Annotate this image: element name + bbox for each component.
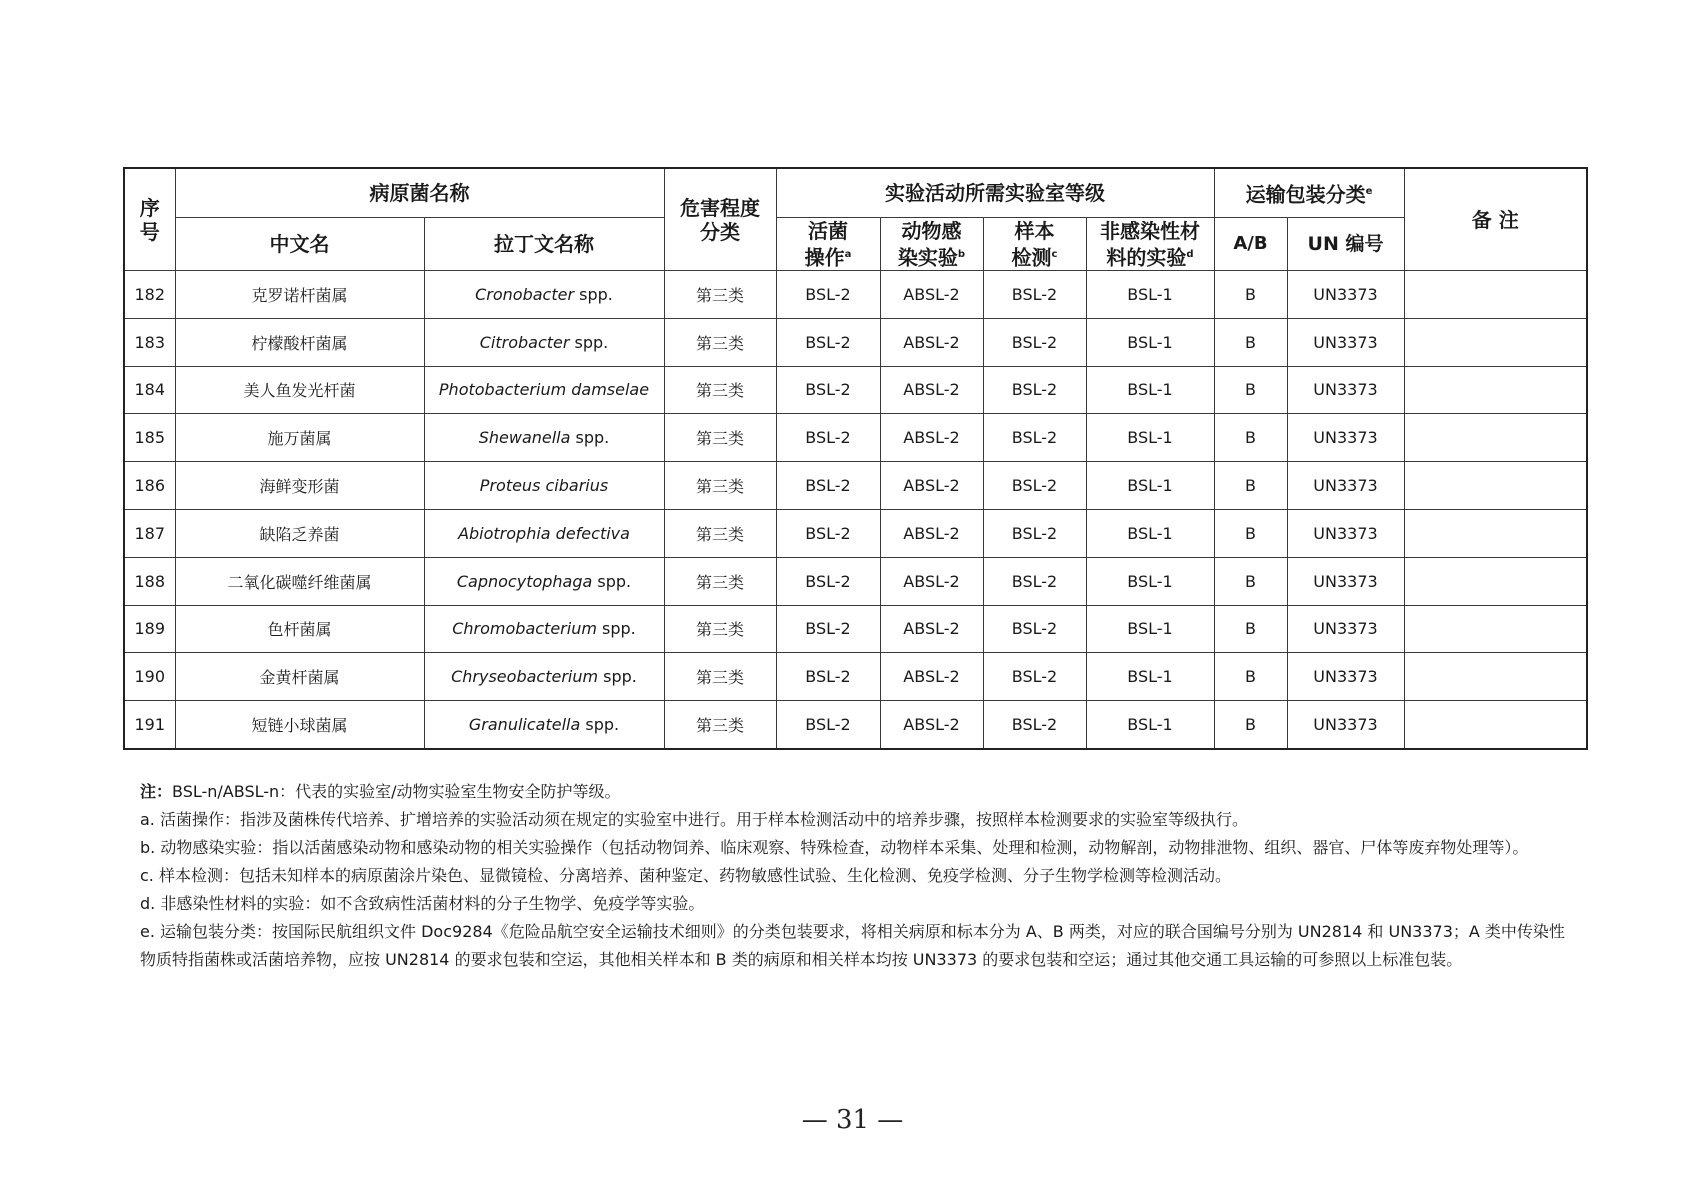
remark-cell [1404, 366, 1587, 414]
animal-cell: ABSL-2 [880, 653, 983, 701]
hazard-cell: 第三类 [664, 701, 776, 749]
latin-name-cell: Abiotrophia defectiva [424, 509, 664, 557]
hazard-cell: 第三类 [664, 271, 776, 319]
chinese-name-cell: 缺陷乏养菌 [175, 509, 424, 557]
latin-name-cell: Proteus cibarius [424, 462, 664, 510]
page-number: — 31 — [801, 1105, 904, 1135]
seq-cell: 182 [124, 271, 175, 319]
header-chinese-name: 中文名 [175, 218, 424, 271]
seq-cell: 183 [124, 318, 175, 366]
note-lead [140, 778, 1570, 806]
header-pathogen-name: 病原菌名称 [175, 168, 664, 218]
noninfect-cell: BSL-1 [1086, 271, 1214, 319]
chinese-name-cell: 美人鱼发光杆菌 [175, 366, 424, 414]
noninfect-cell: BSL-1 [1086, 414, 1214, 462]
seq-cell: 186 [124, 462, 175, 510]
chinese-name-cell: 色杆菌属 [175, 605, 424, 653]
ab-cell: B [1214, 366, 1287, 414]
sample-cell: BSL-2 [983, 653, 1086, 701]
latin-name-cell: Cronobacter spp. [424, 271, 664, 319]
noninfect-cell: BSL-1 [1086, 653, 1214, 701]
table-row [124, 414, 1587, 462]
hazard-cell: 第三类 [664, 509, 776, 557]
remark-cell [1404, 271, 1587, 319]
header-noninfect: 非感染性材料的实验$^d$ [1086, 218, 1214, 271]
animal-cell: ABSL-2 [880, 701, 983, 749]
live-cell: BSL-2 [776, 366, 880, 414]
hazard-cell: 第三类 [664, 653, 776, 701]
chinese-name-cell: 柠檬酸杆菌属 [175, 318, 424, 366]
noninfect-cell: BSL-1 [1086, 462, 1214, 510]
un-cell: UN3373 [1287, 414, 1404, 462]
header-ab: A/B [1214, 218, 1287, 271]
live-cell: BSL-2 [776, 605, 880, 653]
live-cell: BSL-2 [776, 462, 880, 510]
chinese-name-cell: 海鲜变形菌 [175, 462, 424, 510]
note-c: c. 样本检测：包括未知样本的病原菌涂片染色、显微镜检、分离培养、菌种鉴定、药物敏感性试验、生化检测、免疫学检测、分子生物学检测等检测活动。 [140, 866, 1231, 885]
seq-cell: 189 [124, 605, 175, 653]
live-cell: BSL-2 [776, 509, 880, 557]
table-row [124, 462, 1587, 510]
ab-cell: B [1214, 414, 1287, 462]
note-a: a. 活菌操作：指涉及菌株传代培养、扩增培养的实验活动须在规定的实验室中进行。用于样本检测活动中的培养步骤，按照样本检测要求的实验室等级执行。 [140, 810, 1248, 829]
note-e: e. 运输包装分类：按国际民航组织文件 Doc9284《危险品航空安全运输技术细则》的分类包装要求，将相关病原和标本分为 A、B 两类，对应的联合国编号分别为 UN2814 和 UN3373；A 类中传染性物质特指菌株或活菌培养物，应按 UN2814 的要求包装和空运，其他相关样本和 B 类的病原和相关样本均按 UN3373 的要求包装和空运；通过其他交通工具运输的可参照以上标准包装。 [140, 922, 1565, 969]
header-hazard: 危害程度分类 [664, 168, 776, 271]
hazard-cell: 第三类 [664, 414, 776, 462]
header-remarks: 备 注 [1404, 168, 1587, 271]
ab-cell: B [1214, 605, 1287, 653]
un-cell: UN3373 [1287, 653, 1404, 701]
note-d: d. 非感染性材料的实验：如不含致病性活菌材料的分子生物学、免疫学等实验。 [140, 894, 705, 913]
ab-cell: B [1214, 318, 1287, 366]
hazard-cell: 第三类 [664, 605, 776, 653]
latin-name-cell: Granulicatella spp. [424, 701, 664, 749]
ab-cell: B [1214, 271, 1287, 319]
table-row [124, 509, 1587, 557]
latin-name-cell: Capnocytophaga spp. [424, 557, 664, 605]
remark-cell [1404, 318, 1587, 366]
remark-cell [1404, 653, 1587, 701]
seq-cell: 187 [124, 509, 175, 557]
noninfect-cell: BSL-1 [1086, 509, 1214, 557]
latin-name-cell: Chryseobacterium spp. [424, 653, 664, 701]
footnotes [140, 778, 1570, 974]
header-sample: 样本检测$^c$ [983, 218, 1086, 271]
table-row [124, 605, 1587, 653]
sample-cell: BSL-2 [983, 557, 1086, 605]
remark-cell [1404, 414, 1587, 462]
un-cell: UN3373 [1287, 462, 1404, 510]
latin-name-cell: Citrobacter spp. [424, 318, 664, 366]
hazard-cell: 第三类 [664, 366, 776, 414]
chinese-name-cell: 施万菌属 [175, 414, 424, 462]
ab-cell: B [1214, 557, 1287, 605]
table-row [124, 366, 1587, 414]
latin-name-cell: Photobacterium damselae [424, 366, 664, 414]
latin-name-cell: Shewanella spp. [424, 414, 664, 462]
live-cell: BSL-2 [776, 414, 880, 462]
sample-cell: BSL-2 [983, 318, 1086, 366]
seq-cell: 190 [124, 653, 175, 701]
live-cell: BSL-2 [776, 653, 880, 701]
ab-cell: B [1214, 509, 1287, 557]
sample-cell: BSL-2 [983, 414, 1086, 462]
un-cell: UN3373 [1287, 318, 1404, 366]
remark-cell [1404, 462, 1587, 510]
seq-cell: 185 [124, 414, 175, 462]
sample-cell: BSL-2 [983, 271, 1086, 319]
table-row [124, 701, 1587, 749]
header-live: 活菌操作$^a$ [776, 218, 880, 271]
ab-cell: B [1214, 701, 1287, 749]
un-cell: UN3373 [1287, 605, 1404, 653]
chinese-name-cell: 二氧化碳噬纤维菌属 [175, 557, 424, 605]
noninfect-cell: BSL-1 [1086, 701, 1214, 749]
header-transport: 运输包装分类$^e$ [1214, 168, 1404, 218]
sample-cell: BSL-2 [983, 462, 1086, 510]
seq-cell: 188 [124, 557, 175, 605]
header-lab-level: 实验活动所需实验室等级 [776, 168, 1214, 218]
remark-cell [1404, 509, 1587, 557]
live-cell: BSL-2 [776, 271, 880, 319]
header-animal: 动物感染实验$^b$ [880, 218, 983, 271]
chinese-name-cell: 克罗诺杆菌属 [175, 271, 424, 319]
remark-cell [1404, 557, 1587, 605]
sample-cell: BSL-2 [983, 509, 1086, 557]
noninfect-cell: BSL-1 [1086, 605, 1214, 653]
sample-cell: BSL-2 [983, 605, 1086, 653]
seq-cell: 184 [124, 366, 175, 414]
table-row [124, 271, 1587, 319]
hazard-cell: 第三类 [664, 557, 776, 605]
animal-cell: ABSL-2 [880, 509, 983, 557]
chinese-name-cell: 金黄杆菌属 [175, 653, 424, 701]
noninfect-cell: BSL-1 [1086, 366, 1214, 414]
animal-cell: ABSL-2 [880, 557, 983, 605]
table-row [124, 653, 1587, 701]
sample-cell: BSL-2 [983, 701, 1086, 749]
remark-cell [1404, 605, 1587, 653]
noninfect-cell: BSL-1 [1086, 318, 1214, 366]
un-cell: UN3373 [1287, 557, 1404, 605]
live-cell: BSL-2 [776, 701, 880, 749]
table-row [124, 557, 1587, 605]
sample-cell: BSL-2 [983, 366, 1086, 414]
un-cell: UN3373 [1287, 509, 1404, 557]
hazard-cell: 第三类 [664, 462, 776, 510]
animal-cell: ABSL-2 [880, 414, 983, 462]
un-cell: UN3373 [1287, 271, 1404, 319]
latin-name-cell: Chromobacterium spp. [424, 605, 664, 653]
note-lead-label: 注： [140, 782, 173, 801]
live-cell: BSL-2 [776, 557, 880, 605]
remark-cell [1404, 701, 1587, 749]
animal-cell: ABSL-2 [880, 366, 983, 414]
seq-cell: 191 [124, 701, 175, 749]
animal-cell: ABSL-2 [880, 271, 983, 319]
header-un: UN 编号 [1287, 218, 1404, 271]
header-latin-name: 拉丁文名称 [424, 218, 664, 271]
header-seq: 序号 [124, 168, 175, 271]
un-cell: UN3373 [1287, 366, 1404, 414]
animal-cell: ABSL-2 [880, 462, 983, 510]
note-b: b. 动物感染实验：指以活菌感染动物和感染动物的相关实验操作（包括动物饲养、临床观察、特殊检查，动物样本采集、处理和检测，动物解剖，动物排泄物、组织、器官、尸体等废弃物处理等）。 [140, 838, 1529, 857]
ab-cell: B [1214, 462, 1287, 510]
animal-cell: ABSL-2 [880, 318, 983, 366]
noninfect-cell: BSL-1 [1086, 557, 1214, 605]
un-cell: UN3373 [1287, 701, 1404, 749]
hazard-cell: 第三类 [664, 318, 776, 366]
chinese-name-cell: 短链小球菌属 [175, 701, 424, 749]
animal-cell: ABSL-2 [880, 605, 983, 653]
live-cell: BSL-2 [776, 318, 880, 366]
ab-cell: B [1214, 653, 1287, 701]
table-row [124, 318, 1587, 366]
note-lead-text: BSL-n/ABSL-n：代表的实验室/动物实验室生物安全防护等级。 [172, 782, 621, 801]
pathogen-table [123, 167, 1588, 750]
